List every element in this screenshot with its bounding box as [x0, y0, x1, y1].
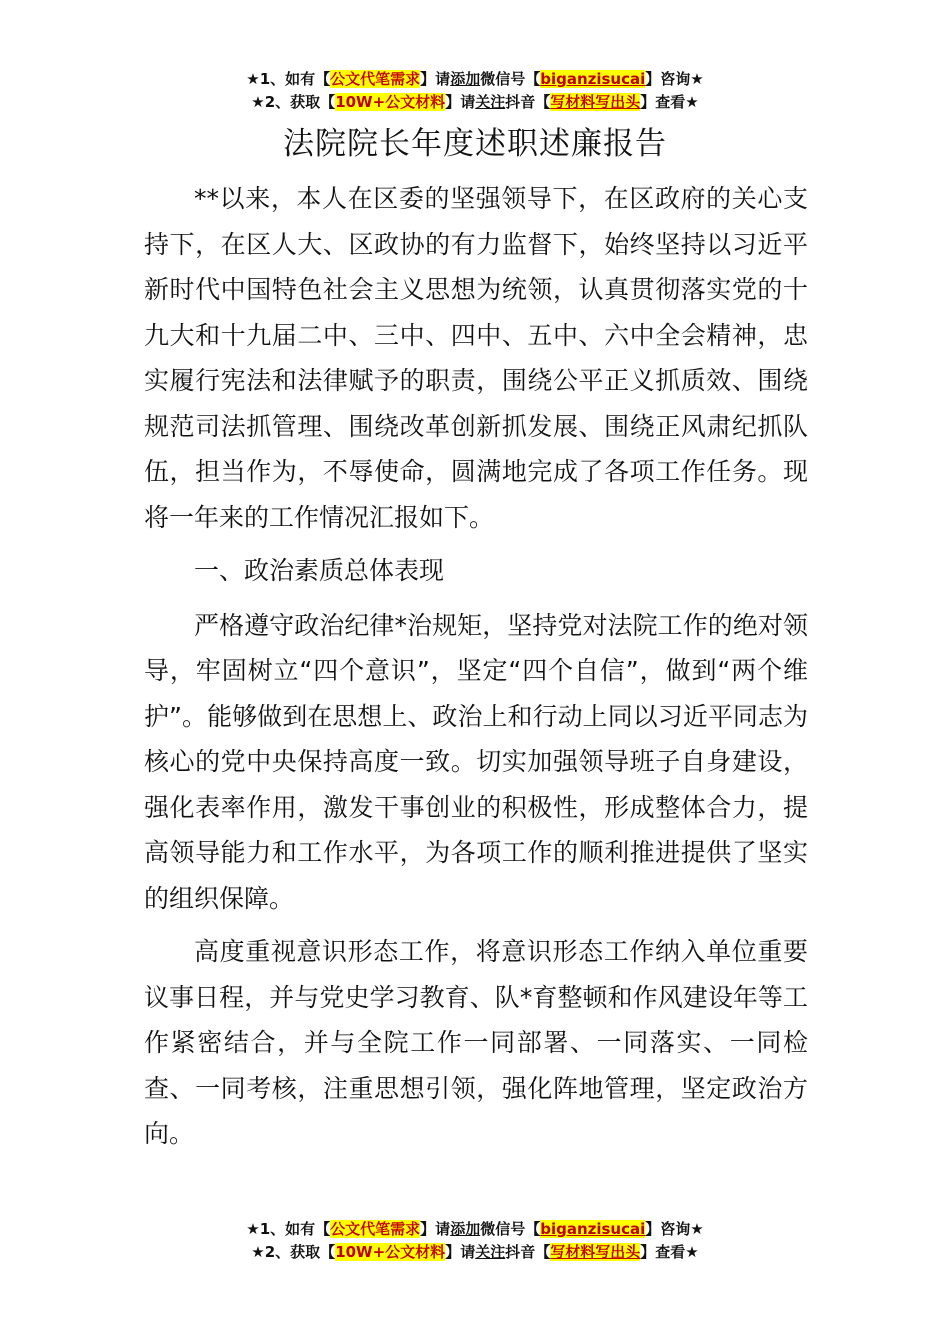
wechat-id-link[interactable]: biganzisucai [540, 1220, 646, 1238]
paragraph-intro: **以来，本人在区委的坚强领导下，在区政府的关心支持下，在区人大、区政协的有力监督下，始终坚持以习近平新时代中国特色社会主义思想为统领，认真贯彻落实党的十九大和十九届二中、三中、四中、五中、六中全会精神，忠实履行宪法和法律赋予的职责，围绕公平正义抓质效、围绕规范司法抓管理、围绕改革创新抓发展、围绕正风肃纪抓队伍，担当作为，不辱使命，圆满地完成了各项工作任务。现将一年来的工作情况汇报如下。 [144, 184, 808, 532]
banner-text: ★1、如有【 [246, 70, 331, 88]
highlight-ghostwriting[interactable]: 公文代笔需求 [330, 1220, 421, 1238]
banner-text: 】请 [420, 70, 451, 88]
document-body [144, 176, 808, 1165]
banner-underlined-text: 添加 [450, 70, 481, 88]
footer-line-2 [0, 1241, 950, 1264]
banner-underlined-text: 添加 [450, 1220, 481, 1238]
banner-text: 】请 [445, 93, 476, 111]
banner-underlined-text: 关注 [475, 93, 506, 111]
banner-text: ★1、如有【 [246, 1220, 331, 1238]
banner-text: 微信号【 [480, 1220, 541, 1238]
highlight-ghostwriting[interactable]: 公文代笔需求 [330, 70, 421, 88]
douyin-account-link[interactable]: 写材料写出头 [550, 1243, 641, 1261]
banner-text: ★2、获取【 [251, 93, 336, 111]
banner-underlined-text: 关注 [475, 1243, 506, 1261]
paragraph-ideology-work: 高度重视意识形态工作，将意识形态工作纳入单位重要议事日程，并与党史学习教育、队*育整顿和作风建设年等工作紧密结合，并与全院工作一同部署、一同落实、一同检查、一同考核，注重思想引领，强化阵地管理，坚定政治方向。 [144, 937, 808, 1148]
banner-text: 】查看★ [640, 93, 699, 111]
douyin-account-link[interactable]: 写材料写出头 [550, 93, 641, 111]
header-banner [0, 68, 950, 114]
wechat-id-link[interactable]: biganzisucai [540, 70, 646, 88]
banner-text: 】请 [420, 1220, 451, 1238]
footer-banner [0, 1218, 950, 1264]
banner-text: ★2、获取【 [251, 1243, 336, 1261]
banner-text: 抖音【 [505, 93, 551, 111]
footer-line-1 [0, 1218, 950, 1241]
document-title: 法院院长年度述职述廉报告 [283, 126, 667, 162]
highlight-materials[interactable]: 10W+公文材料 [335, 1243, 446, 1261]
banner-line-2 [0, 91, 950, 114]
highlight-materials[interactable]: 10W+公文材料 [335, 93, 446, 111]
banner-text: 】请 [445, 1243, 476, 1261]
section-heading: 一、政治素质总体表现 [194, 556, 445, 585]
banner-text: 抖音【 [505, 1243, 551, 1261]
banner-text: 】查看★ [640, 1243, 699, 1261]
paragraph-political-discipline: 严格遵守政治纪律*治规矩，坚持党对法院工作的绝对领导，牢固树立“四个意识”，坚定“四个自信”，做到“两个维护”。能够做到在思想上、政治上和行动上同以习近平同志为核心的党中央保持高度一致。切实加强领导班子自身建设，强化表率作用，激发干事创业的积极性，形成整体合力，提高领导能力和工作水平，为各项工作的顺利推进提供了坚实的组织保障。 [144, 610, 808, 913]
banner-text: 】咨询★ [645, 1220, 704, 1238]
banner-text: 微信号【 [480, 70, 541, 88]
banner-line-1 [0, 68, 950, 91]
banner-text: 】咨询★ [645, 70, 704, 88]
